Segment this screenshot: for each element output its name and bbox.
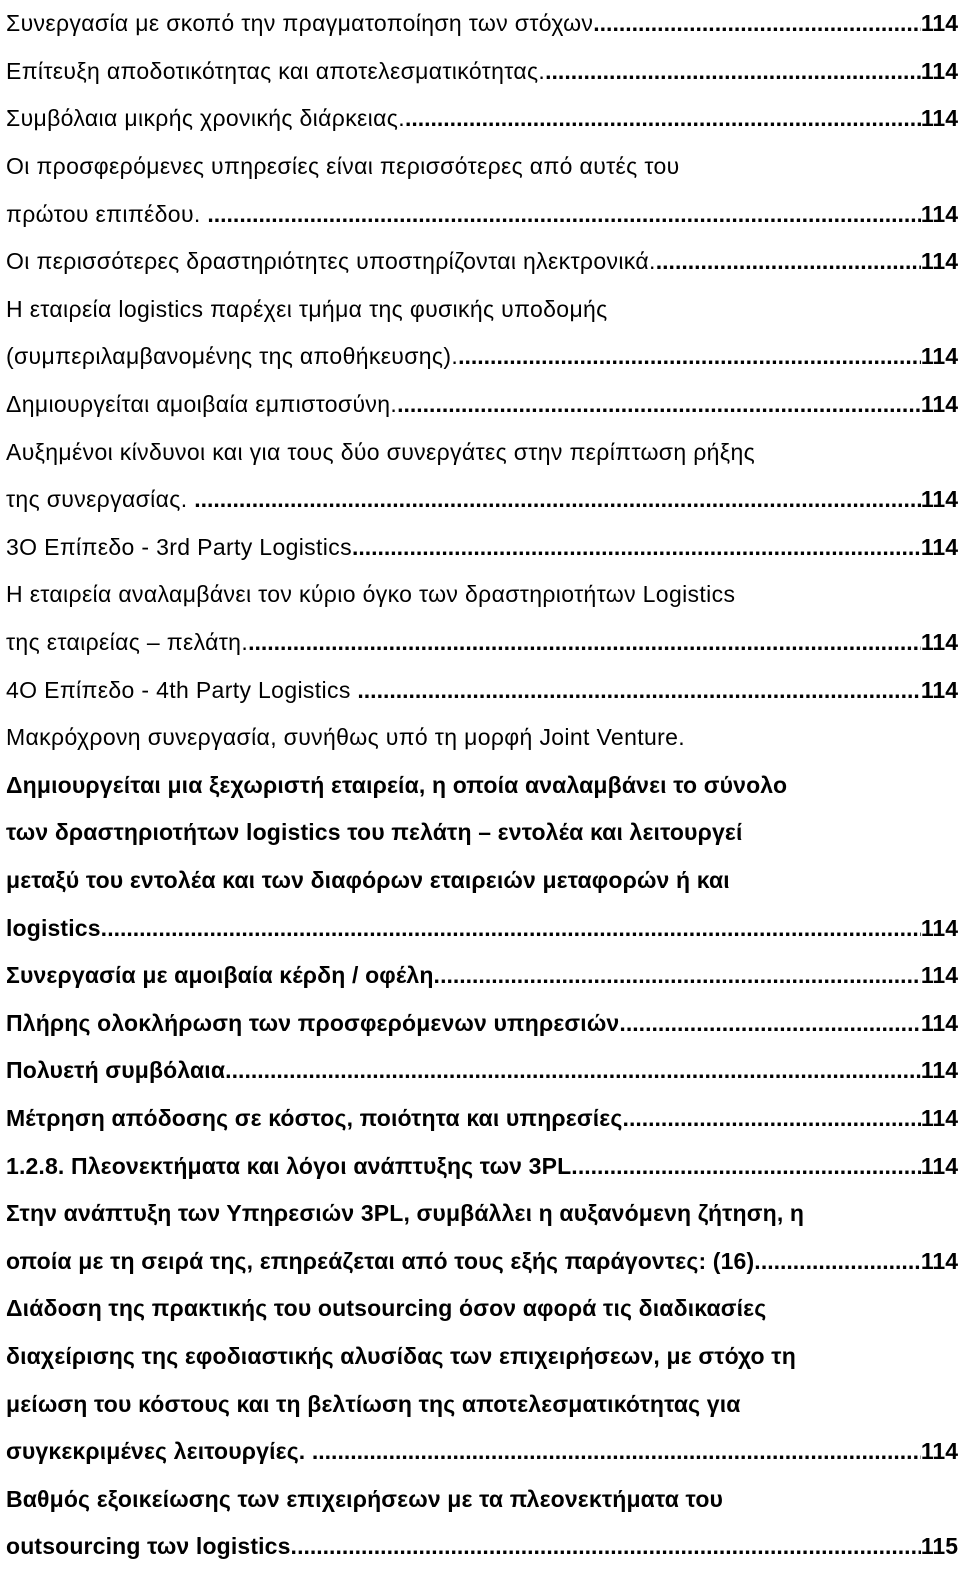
- toc-entry-line: [6, 619, 960, 667]
- toc-dot-leader: [761, 1248, 921, 1275]
- toc-entry[interactable]: [6, 238, 960, 286]
- toc-entry-line: [6, 286, 960, 334]
- toc-dot-leader: [440, 962, 921, 989]
- toc-dot-leader: [357, 677, 920, 704]
- toc-dot-leader: [626, 1010, 921, 1037]
- toc-entry[interactable]: [6, 762, 960, 952]
- toc-entry-text: Οι προσφερόμενες υπηρεσίες είναι περισσότερες από αυτές του: [6, 153, 680, 180]
- toc-entry-line: [6, 428, 960, 476]
- toc-dot-leader: [352, 534, 921, 561]
- toc-page-number: 114: [920, 57, 958, 84]
- toc-entry-text: Συνεργασία με σκοπό την πραγματοποίηση των στόχων: [6, 10, 594, 37]
- toc-page-number: 114: [920, 486, 958, 513]
- toc-entry-text: μείωση του κόστους και τη βελτίωση της αποτελεσματικότητας για: [6, 1390, 741, 1417]
- toc-entry-line: [6, 476, 960, 524]
- toc-page-number: 114: [920, 10, 958, 37]
- toc-dot-leader: [312, 1438, 921, 1465]
- toc-dot-leader: [545, 58, 921, 85]
- toc-entry-text: outsourcing των logistics.: [6, 1533, 298, 1560]
- toc-entry-line: [6, 48, 960, 96]
- toc-entry-text: Διάδοση της πρακτικής του outsourcing όσον αφορά τις διαδικασίες: [6, 1295, 767, 1322]
- toc-entry[interactable]: [6, 428, 960, 523]
- toc-entry-line: [6, 571, 960, 619]
- toc-entry-text: Βαθμός εξοικείωσης των επιχειρήσεων με τα πλεονεκτήματα του: [6, 1485, 724, 1512]
- toc-dot-leader: [578, 1153, 921, 1180]
- toc-entry-text: Η εταιρεία αναλαμβάνει τον κύριο όγκο των δραστηριοτήτων Logistics: [6, 581, 736, 608]
- toc-entry[interactable]: [6, 95, 960, 143]
- toc-entry-line: [6, 1428, 960, 1476]
- toc-entry-text: 1.2.8. Πλεονεκτήματα και λόγοι ανάπτυξης των 3PL.: [6, 1152, 578, 1179]
- toc-dot-leader: [656, 248, 921, 275]
- toc-page-number: 114: [920, 1247, 958, 1274]
- toc-entry-line: [6, 190, 960, 238]
- toc-dot-leader: [629, 1105, 921, 1132]
- toc-entry-text: 4Ο Επίπεδο - 4th Party Logistics: [6, 676, 358, 703]
- toc-entry-text: Πολυετή συμβόλαια.: [6, 1057, 232, 1084]
- toc-entry[interactable]: [6, 1142, 960, 1190]
- toc-entry-text: Δημιουργείται μια ξεχωριστή εταιρεία, η οποία αναλαμβάνει το σύνολο: [6, 771, 788, 798]
- toc-dot-leader: [194, 486, 921, 513]
- toc-entry-line: [6, 1142, 960, 1190]
- toc-page-number: 114: [920, 105, 958, 132]
- toc-entry[interactable]: [6, 999, 960, 1047]
- toc-entry-line: [6, 809, 960, 857]
- toc-entry-line: [6, 904, 960, 952]
- toc-entry-text: Αυξημένοι κίνδυνοι και για τους δύο συνεργάτες στην περίπτωση ρήξης: [6, 438, 756, 465]
- toc-entry[interactable]: [6, 666, 960, 714]
- toc-entry-text: Μακρόχρονη συνεργασία, συνήθως υπό τη μορφή Joint Venture.: [6, 724, 685, 751]
- toc-entry-line: [6, 143, 960, 191]
- toc-entry[interactable]: [6, 143, 960, 238]
- toc-entry[interactable]: [6, 714, 960, 762]
- toc-entry[interactable]: [6, 952, 960, 1000]
- toc-entry-line: [6, 238, 960, 286]
- toc-entry-line: [6, 857, 960, 905]
- toc-page-number: 114: [920, 1104, 958, 1131]
- toc-dot-leader: [107, 915, 921, 942]
- toc-dot-leader: [297, 1533, 921, 1560]
- toc-entry-text: Πλήρης ολοκλήρωση των προσφερόμενων υπηρεσιών.: [6, 1009, 626, 1036]
- toc-page-number: 114: [920, 1152, 958, 1179]
- toc-page-number: 114: [920, 200, 958, 227]
- toc-entry-text: μεταξύ του εντολέα και των διαφόρων εταιρειών μεταφορών ή και: [6, 866, 730, 893]
- toc-entry-line: [6, 952, 960, 1000]
- toc-entry-line: [6, 381, 960, 429]
- toc-entry-line: [6, 1095, 960, 1143]
- toc-entry-line: [6, 333, 960, 381]
- toc-entry-line: [6, 666, 960, 714]
- toc-entry[interactable]: [6, 524, 960, 572]
- toc-entry-line: [6, 1285, 960, 1333]
- toc-entry-line: [6, 1523, 960, 1571]
- toc-dot-leader: [397, 391, 921, 418]
- toc-entry-text: των δραστηριοτήτων logistics του πελάτη – εντολέα και λειτουργεί: [6, 819, 743, 846]
- toc-dot-leader: [405, 105, 921, 132]
- toc-dot-leader: [458, 343, 921, 370]
- toc-entry-line: [6, 1333, 960, 1381]
- toc-entry-text: διαχείρισης της εφοδιαστικής αλυσίδας των επιχειρήσεων, με στόχο τη: [6, 1342, 796, 1369]
- toc-entry-line: [6, 1475, 960, 1523]
- toc-entry[interactable]: [6, 1095, 960, 1143]
- toc-entry[interactable]: [6, 571, 960, 666]
- toc-entry[interactable]: [6, 48, 960, 96]
- toc-dot-leader: [207, 201, 921, 228]
- toc-entry-text: Συμβόλαια μικρής χρονικής διάρκειας.: [6, 105, 405, 132]
- toc-page-number: 114: [920, 248, 958, 275]
- toc-entry-line: [6, 0, 960, 48]
- toc-entry-line: [6, 999, 960, 1047]
- toc-page-number: 114: [920, 676, 958, 703]
- toc-entry-text: συγκεκριμένες λειτουργίες.: [6, 1438, 312, 1465]
- toc-entry-text: Μέτρηση απόδοσης σε κόστος, ποιότητα και υπηρεσίες.: [6, 1104, 629, 1131]
- toc-page-number: 114: [920, 1438, 958, 1465]
- toc-entry-text: Η εταιρεία logistics παρέχει τμήμα της φυσικής υποδομής: [6, 295, 608, 322]
- toc-entry[interactable]: [6, 286, 960, 381]
- toc-entry-text: Στην ανάπτυξη των Υπηρεσιών 3PL, συμβάλλει η αυξανόμενη ζήτηση, η: [6, 1200, 805, 1227]
- toc-entry-text: πρώτου επιπέδου.: [6, 200, 208, 227]
- toc-entry[interactable]: [6, 1285, 960, 1475]
- toc-entry-text: Επίτευξη αποδοτικότητας και αποτελεσματικότητας.: [6, 57, 546, 84]
- toc-page-number: 114: [920, 962, 958, 989]
- toc-entry-text: της συνεργασίας.: [6, 486, 195, 513]
- toc-dot-leader: [232, 1057, 921, 1084]
- toc-page-number: 115: [920, 1533, 958, 1560]
- toc-dot-leader: [593, 10, 921, 37]
- toc-entry-line: [6, 1380, 960, 1428]
- toc-page-number: 114: [920, 391, 958, 418]
- toc-page-number: 114: [920, 914, 958, 941]
- toc-entry-text: Οι περισσότερες δραστηριότητες υποστηρίζονται ηλεκτρονικά.: [6, 248, 656, 275]
- toc-entry-text: 3Ο Επίπεδο - 3rd Party Logistics: [6, 533, 352, 560]
- table-of-contents: [6, 0, 960, 1571]
- toc-entry-line: [6, 714, 960, 762]
- toc-entry-line: [6, 1190, 960, 1238]
- toc-entry-line: [6, 1237, 960, 1285]
- toc-page-number: 114: [920, 1057, 958, 1084]
- toc-entry-text: Συνεργασία με αμοιβαία κέρδη / οφέλη.: [6, 962, 441, 989]
- toc-entry-line: [6, 762, 960, 810]
- toc-page-number: 114: [920, 1009, 958, 1036]
- toc-entry-text: (συμπεριλαμβανομένης της αποθήκευσης).: [6, 343, 459, 370]
- toc-entry[interactable]: [6, 381, 960, 429]
- toc-entry-text: logistics.: [6, 914, 108, 941]
- toc-entry[interactable]: [6, 1190, 960, 1285]
- toc-entry-text: της εταιρείας – πελάτη.: [6, 629, 249, 656]
- toc-page-number: 114: [920, 533, 958, 560]
- toc-entry-line: [6, 95, 960, 143]
- toc-entry-text: Δημιουργείται αμοιβαία εμπιστοσύνη.: [6, 391, 398, 418]
- toc-entry[interactable]: [6, 0, 960, 48]
- toc-entry-line: [6, 524, 960, 572]
- toc-page-number: 114: [920, 343, 958, 370]
- toc-entry-line: [6, 1047, 960, 1095]
- toc-page-number: 114: [920, 629, 958, 656]
- toc-entry-text: οποία με τη σειρά της, επηρεάζεται από τους εξής παράγοντες: (16).: [6, 1247, 761, 1274]
- toc-entry[interactable]: [6, 1047, 960, 1095]
- toc-entry[interactable]: [6, 1475, 960, 1570]
- toc-dot-leader: [248, 629, 921, 656]
